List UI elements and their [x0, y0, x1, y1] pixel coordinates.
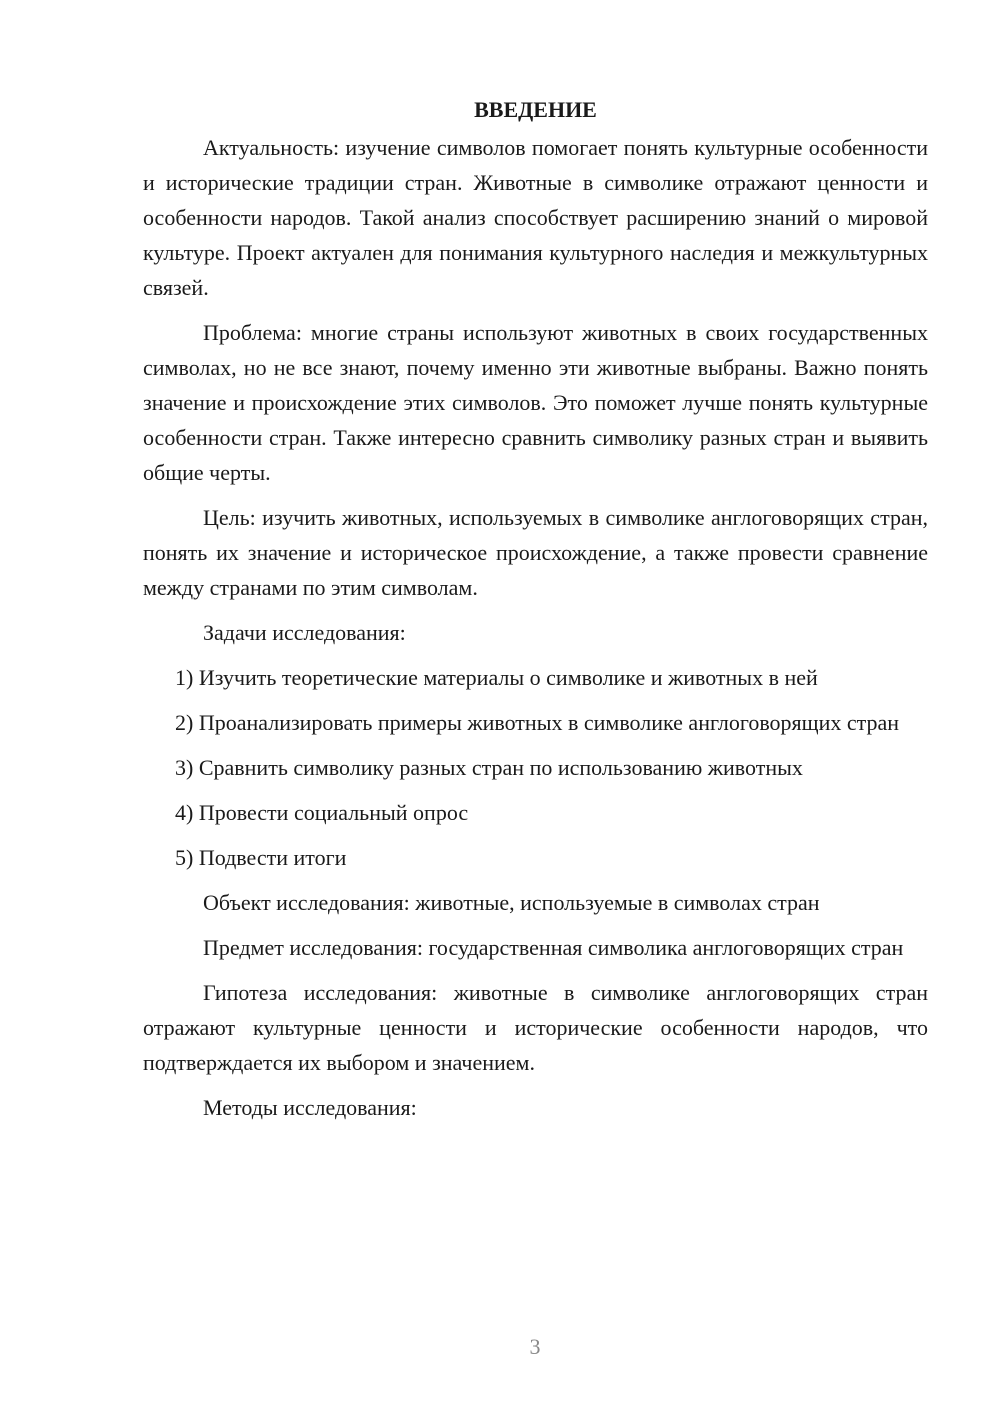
relevance-paragraph: Актуальность: изучение символов помогает понять культурные особенности и исторические традиции стран. Животные в символике отражают ценности и особенности народов. Такой анализ способствует расширению знаний о мировой культуре. Проект актуален для понимания культурного наследия и межкультурных связей.: [143, 135, 928, 300]
task-item-4: 4) Провести социальный опрос: [175, 800, 469, 825]
page-title: ВВЕДЕНИЕ: [474, 97, 597, 122]
tasks-heading: Задачи исследования:: [203, 620, 406, 645]
goal-paragraph: Цель: изучить животных, используемых в символике англоговорящих стран, понять их значение и историческое происхождение, а также провести сравнение между странами по этим символам.: [143, 505, 928, 600]
page-number: 3: [529, 1334, 541, 1359]
task-item-3: 3) Сравнить символику разных стран по использованию животных: [175, 755, 803, 780]
task-item-2: 2) Проанализировать примеры животных в символике англоговорящих стран: [175, 710, 900, 735]
problem-paragraph: Проблема: многие страны используют животных в своих государственных символах, но не все знают, почему именно эти животные выбраны. Важно понять значение и происхождение этих символов. Это поможет лучше понять культурные особенности стран. Также интересно сравнить символику разных стран и выявить общие черты.: [143, 320, 928, 485]
hypothesis-paragraph: Гипотеза исследования: животные в символике англоговорящих стран отражают культурные ценности и исторические особенности народов, что подтверждается их выбором и значением.: [143, 980, 928, 1075]
task-item-1: 1) Изучить теоретические материалы о символике и животных в ней: [175, 665, 818, 690]
task-item-5: 5) Подвести итоги: [175, 845, 347, 870]
document-page: [143, 92, 928, 1135]
methods-heading: Методы исследования:: [203, 1095, 417, 1120]
subject-paragraph: Предмет исследования: государственная символика англоговорящих стран: [203, 935, 904, 960]
object-paragraph: Объект исследования: животные, используемые в символах стран: [203, 890, 820, 915]
